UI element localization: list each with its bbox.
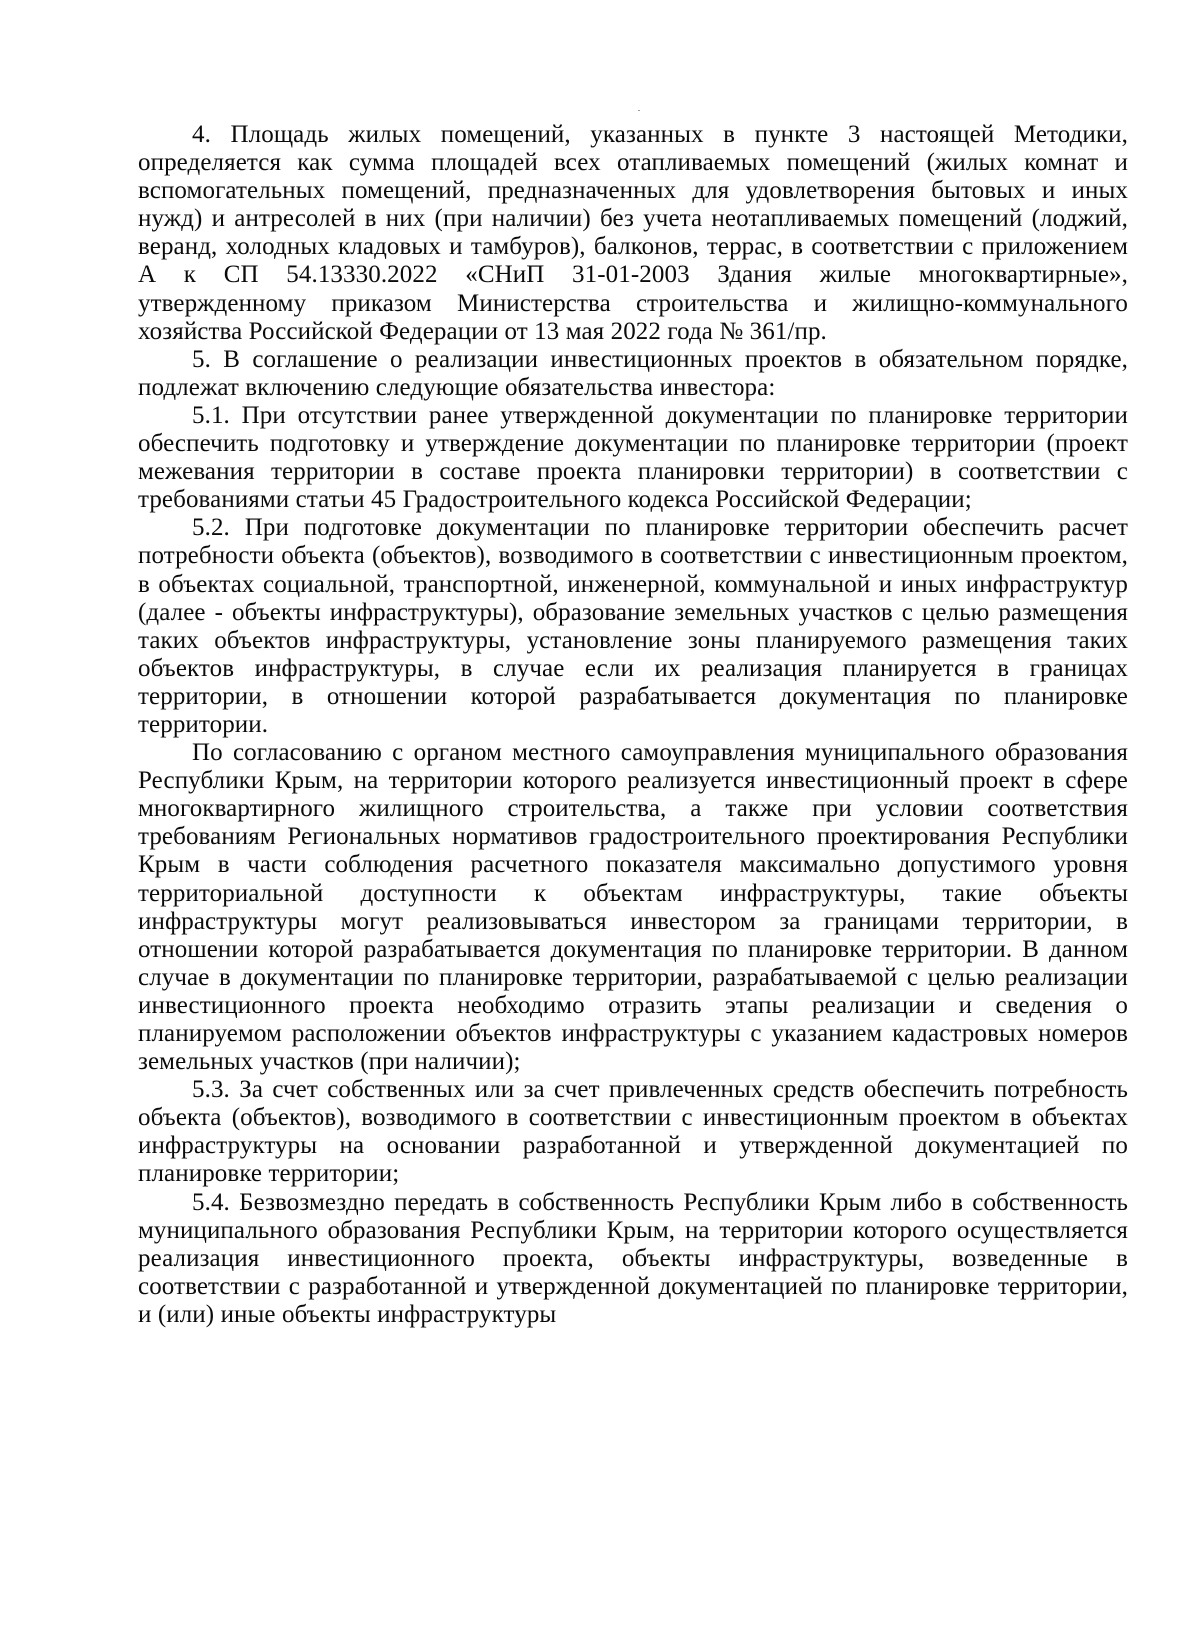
- paragraph-5-4: 5.4. Безвозмездно передать в собственность Республики Крым либо в собственность муниципального образования Республики Крым, на территории которого осуществляется реализация инвестиционного проекта, объекты инфраструктуры, возведенные в соответствии с разработанной и утвержденной документацией по планировке территории, и (или) иные объекты инфраструктуры: [138, 1188, 1128, 1328]
- paragraph-5: 5. В соглашение о реализации инвестиционных проектов в обязательном порядке, подлежат включению следующие обязательства инвестора:: [138, 345, 1128, 401]
- paragraph-5-1: 5.1. При отсутствии ранее утвержденной документации по планировке территории обеспечить подготовку и утверждение документации по планировке территории (проект межевания территории в составе проекта планировки территории) в соответствии с требованиями статьи 45 Градостроительного кодекса Российской Федерации;: [138, 401, 1128, 514]
- paragraph-5-3: 5.3. За счет собственных или за счет привлеченных средств обеспечить потребность объекта (объектов), возводимого в соответствии с инвестиционным проектом в объектах инфраструктуры на основании разработанной и утвержденной документацией по планировке территории;: [138, 1076, 1128, 1188]
- paragraph-4: 4. Площадь жилых помещений, указанных в пункте 3 настоящей Методики, определяется как сумма площадей всех отапливаемых помещений (жилых комнат и вспомогательных помещений, предназначенных для удовлетворения бытовых и иных нужд) и антресолей в них (при наличии) без учета неотапливаемых помещений (лоджий, веранд, холодных кладовых и тамбуров), балконов, террас, в соответствии с приложением А к СП 54.13330.2022 «СНиП 31-01-2003 Здания жилые многоквартирные», утвержденному приказом Министерства строительства и жилищно-коммунального хозяйства Российской Федерации от 13 мая 2022 года № 361/пр.: [138, 121, 1128, 345]
- paragraph-5-2-continued: По согласованию с органом местного самоуправления муниципального образования Республики Крым, на территории которого реализуется инвестиционный проект в сфере многоквартирного жилищного строительства, а также при условии соответствия требованиям Региональных нормативов градостроительного проектирования Республики Крым в части соблюдения расчетного показателя максимально допустимого уровня территориальной доступности к объектам инфраструктуры, такие объекты инфраструктуры могут реализовываться инвестором за границами территории, в отношении которой разрабатывается документация по планировке территории. В данном случае в документации по планировке территории, разрабатываемой с целью реализации инвестиционного проекта необходимо отразить этапы реализации и сведения о планируемом расположении объектов инфраструктуры с указанием кадастровых номеров земельных участков (при наличии);: [138, 739, 1128, 1076]
- scan-artifact: [638, 110, 640, 111]
- paragraph-5-2: 5.2. При подготовке документации по планировке территории обеспечить расчет потребности объекта (объектов), возводимого в соответствии с инвестиционным проектом, в объектах социальной, транспортной, инженерной, коммунальной и иных инфраструктур (далее - объекты инфраструктуры), образование земельных участков с целью размещения таких объектов инфраструктуры, установление зоны планируемого размещения таких объектов инфраструктуры, в случае если их реализация планируется в границах территории, в отношении которой разрабатывается документация по планировке территории.: [138, 514, 1128, 738]
- document-body: [138, 121, 1128, 1329]
